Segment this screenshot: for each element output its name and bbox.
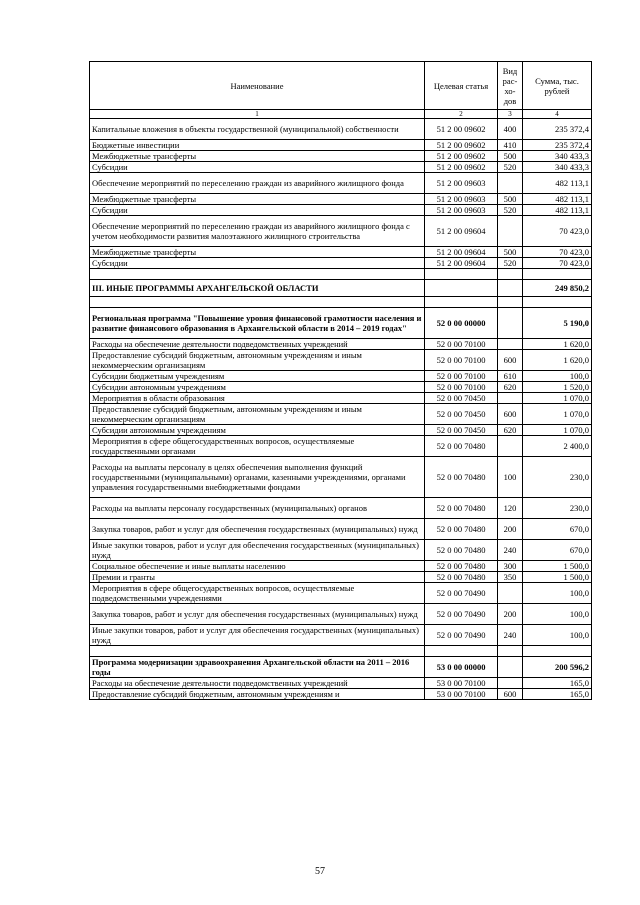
row-name-cell: Закупка товаров, работ и услуг для обеспечения государственных (муниципальных) нужд <box>90 519 425 540</box>
row-amount-cell: 670,0 <box>523 540 592 561</box>
row-expense-type-cell: 240 <box>498 625 523 646</box>
table-row <box>90 657 592 678</box>
row-name-cell: Закупка товаров, работ и услуг для обеспечения государственных (муниципальных) нужд <box>90 604 425 625</box>
column-index-row <box>90 110 592 119</box>
table-row <box>90 194 592 205</box>
row-code-cell: 52 0 00 70100 <box>425 350 498 371</box>
table-row <box>90 216 592 247</box>
table-row <box>90 519 592 540</box>
row-expense-type-cell <box>498 308 523 339</box>
row-amount-cell: 1 070,0 <box>523 393 592 404</box>
row-code-cell: 51 2 00 09604 <box>425 247 498 258</box>
table-row <box>90 646 592 657</box>
row-expense-type-cell <box>498 280 523 297</box>
column-index: 4 <box>523 110 592 119</box>
row-amount-cell: 70 423,0 <box>523 247 592 258</box>
row-code-cell: 52 0 00 70480 <box>425 572 498 583</box>
table-header-row <box>90 62 592 110</box>
row-name-cell: Социальное обеспечение и иные выплаты населению <box>90 561 425 572</box>
table-row <box>90 572 592 583</box>
row-name-cell: Мероприятия в сфере общегосударственных вопросов, осуществляемые государственными органами <box>90 436 425 457</box>
row-code-cell: 52 0 00 70480 <box>425 457 498 498</box>
table-row <box>90 583 592 604</box>
row-expense-type-cell: 100 <box>498 457 523 498</box>
row-amount-cell: 1 500,0 <box>523 572 592 583</box>
row-code-cell: 52 0 00 70450 <box>425 393 498 404</box>
row-code-cell <box>425 269 498 280</box>
table-row <box>90 258 592 269</box>
row-expense-type-cell: 120 <box>498 498 523 519</box>
row-code-cell: 53 0 00 00000 <box>425 657 498 678</box>
row-name-cell: Субсидии автономным учреждениям <box>90 425 425 436</box>
row-expense-type-cell <box>498 339 523 350</box>
row-code-cell: 51 2 00 09602 <box>425 151 498 162</box>
row-name-cell: Обеспечение мероприятий по переселению граждан из аварийного жилищного фонда с учетом необходимости развития малоэтажного жилищного строительства <box>90 216 425 247</box>
table-row <box>90 269 592 280</box>
row-amount-cell: 235 372,4 <box>523 119 592 140</box>
row-code-cell: 51 2 00 09604 <box>425 258 498 269</box>
row-expense-type-cell: 620 <box>498 382 523 393</box>
table-row <box>90 604 592 625</box>
row-expense-type-cell: 400 <box>498 119 523 140</box>
row-expense-type-cell: 500 <box>498 247 523 258</box>
row-expense-type-cell: 200 <box>498 604 523 625</box>
table-row <box>90 371 592 382</box>
table-row <box>90 561 592 572</box>
header-amount: Сумма, тыс. рублей <box>523 62 592 110</box>
row-amount-cell: 1 070,0 <box>523 404 592 425</box>
row-name-cell: Иные закупки товаров, работ и услуг для обеспечения государственных (муниципальных) нужд <box>90 540 425 561</box>
row-amount-cell: 100,0 <box>523 604 592 625</box>
row-expense-type-cell: 350 <box>498 572 523 583</box>
row-amount-cell: 70 423,0 <box>523 258 592 269</box>
row-name-cell: Капитальные вложения в объекты государственной (муниципальной) собственности <box>90 119 425 140</box>
header-expense-type: Вид рас-хо-дов <box>498 62 523 110</box>
row-expense-type-cell <box>498 393 523 404</box>
row-amount-cell <box>523 297 592 308</box>
row-code-cell: 51 2 00 09603 <box>425 205 498 216</box>
row-code-cell: 52 0 00 70450 <box>425 404 498 425</box>
row-expense-type-cell: 240 <box>498 540 523 561</box>
row-code-cell <box>425 280 498 297</box>
table-row <box>90 280 592 297</box>
row-name-cell <box>90 297 425 308</box>
row-name-cell: Расходы на обеспечение деятельности подведомственных учреждений <box>90 678 425 689</box>
table-row <box>90 625 592 646</box>
row-code-cell <box>425 646 498 657</box>
row-name-cell: Субсидии автономным учреждениям <box>90 382 425 393</box>
row-amount-cell: 70 423,0 <box>523 216 592 247</box>
row-name-cell: Субсидии <box>90 205 425 216</box>
table-row <box>90 678 592 689</box>
row-amount-cell: 100,0 <box>523 625 592 646</box>
row-code-cell: 52 0 00 70100 <box>425 371 498 382</box>
row-amount-cell: 5 190,0 <box>523 308 592 339</box>
table-row <box>90 457 592 498</box>
row-name-cell: Премии и гранты <box>90 572 425 583</box>
row-amount-cell: 1 520,0 <box>523 382 592 393</box>
row-amount-cell: 230,0 <box>523 457 592 498</box>
table-body <box>90 119 592 700</box>
row-expense-type-cell <box>498 657 523 678</box>
row-amount-cell: 235 372,4 <box>523 140 592 151</box>
row-code-cell: 52 0 00 70490 <box>425 604 498 625</box>
row-code-cell: 52 0 00 70480 <box>425 540 498 561</box>
row-amount-cell: 340 433,3 <box>523 162 592 173</box>
table-row <box>90 350 592 371</box>
row-expense-type-cell: 620 <box>498 425 523 436</box>
table-row <box>90 173 592 194</box>
row-code-cell: 53 0 00 70100 <box>425 689 498 700</box>
row-code-cell: 52 0 00 70100 <box>425 382 498 393</box>
row-expense-type-cell: 500 <box>498 151 523 162</box>
row-name-cell: Обеспечение мероприятий по переселению граждан из аварийного жилищного фонда <box>90 173 425 194</box>
row-name-cell: Расходы на обеспечение деятельности подведомственных учреждений <box>90 339 425 350</box>
table-row <box>90 140 592 151</box>
table-row <box>90 393 592 404</box>
row-name-cell: Программа модернизации здравоохранения Архангельской области на 2011 – 2016 годы <box>90 657 425 678</box>
row-code-cell: 52 0 00 70490 <box>425 625 498 646</box>
row-name-cell: Субсидии <box>90 162 425 173</box>
row-name-cell: Предоставление субсидий бюджетным, автономным учреждениям и иным некоммерческим организациям <box>90 350 425 371</box>
table-row <box>90 436 592 457</box>
row-expense-type-cell: 520 <box>498 258 523 269</box>
row-name-cell: Субсидии <box>90 258 425 269</box>
row-amount-cell <box>523 646 592 657</box>
row-expense-type-cell <box>498 436 523 457</box>
row-amount-cell: 1 620,0 <box>523 350 592 371</box>
row-amount-cell: 200 596,2 <box>523 657 592 678</box>
column-index: 2 <box>425 110 498 119</box>
row-expense-type-cell: 600 <box>498 404 523 425</box>
row-name-cell <box>90 269 425 280</box>
header-target-article: Целевая статья <box>425 62 498 110</box>
row-name-cell: Бюджетные инвестиции <box>90 140 425 151</box>
row-name-cell: Предоставление субсидий бюджетным, автономным учреждениям и иным некоммерческим организациям <box>90 404 425 425</box>
row-expense-type-cell: 520 <box>498 162 523 173</box>
row-expense-type-cell <box>498 583 523 604</box>
row-name-cell: Мероприятия в сфере общегосударственных вопросов, осуществляемые подведомственными учреждениями <box>90 583 425 604</box>
row-name-cell: III. ИНЫЕ ПРОГРАММЫ АРХАНГЕЛЬСКОЙ ОБЛАСТИ <box>90 280 425 297</box>
row-amount-cell: 100,0 <box>523 583 592 604</box>
table-row <box>90 425 592 436</box>
row-code-cell: 52 0 00 70490 <box>425 583 498 604</box>
table-row <box>90 151 592 162</box>
table-row <box>90 339 592 350</box>
row-amount-cell: 249 850,2 <box>523 280 592 297</box>
row-expense-type-cell: 520 <box>498 205 523 216</box>
row-expense-type-cell: 410 <box>498 140 523 151</box>
row-amount-cell: 482 113,1 <box>523 173 592 194</box>
row-expense-type-cell: 300 <box>498 561 523 572</box>
row-amount-cell <box>523 269 592 280</box>
table-row <box>90 119 592 140</box>
row-expense-type-cell: 200 <box>498 519 523 540</box>
row-name-cell: Субсидии бюджетным учреждениям <box>90 371 425 382</box>
row-code-cell: 51 2 00 09604 <box>425 216 498 247</box>
table-row <box>90 404 592 425</box>
table-row <box>90 297 592 308</box>
row-expense-type-cell: 610 <box>498 371 523 382</box>
row-amount-cell: 482 113,1 <box>523 205 592 216</box>
row-expense-type-cell: 500 <box>498 194 523 205</box>
table-row <box>90 689 592 700</box>
row-name-cell: Региональная программа "Повышение уровня финансовой грамотности населения и развитие финансового образования в Архангельской области в 2014 – 2019 годах" <box>90 308 425 339</box>
table-row <box>90 382 592 393</box>
row-expense-type-cell: 600 <box>498 689 523 700</box>
table-row <box>90 247 592 258</box>
row-code-cell: 53 0 00 70100 <box>425 678 498 689</box>
column-index: 3 <box>498 110 523 119</box>
budget-table <box>89 61 592 700</box>
row-expense-type-cell <box>498 269 523 280</box>
row-code-cell: 52 0 00 70480 <box>425 498 498 519</box>
header-name: Наименование <box>90 62 425 110</box>
row-name-cell: Мероприятия в области образования <box>90 393 425 404</box>
table-row <box>90 205 592 216</box>
row-code-cell: 52 0 00 70100 <box>425 339 498 350</box>
row-expense-type-cell <box>498 216 523 247</box>
row-amount-cell: 100,0 <box>523 371 592 382</box>
row-code-cell <box>425 297 498 308</box>
row-name-cell: Расходы на выплаты персоналу в целях обеспечения выполнения функций государственными (муниципальными) органами, казенными учреждениями, органами управления государственными внебюджетными фондами <box>90 457 425 498</box>
row-amount-cell: 670,0 <box>523 519 592 540</box>
row-name-cell: Межбюджетные трансферты <box>90 194 425 205</box>
row-amount-cell: 165,0 <box>523 678 592 689</box>
row-amount-cell: 2 400,0 <box>523 436 592 457</box>
table-row <box>90 540 592 561</box>
row-name-cell: Межбюджетные трансферты <box>90 247 425 258</box>
row-code-cell: 52 0 00 70450 <box>425 425 498 436</box>
page-number: 57 <box>315 866 325 877</box>
row-amount-cell: 165,0 <box>523 689 592 700</box>
row-name-cell: Расходы на выплаты персоналу государственных (муниципальных) органов <box>90 498 425 519</box>
row-expense-type-cell <box>498 297 523 308</box>
row-name-cell: Иные закупки товаров, работ и услуг для обеспечения государственных (муниципальных) нужд <box>90 625 425 646</box>
row-name-cell <box>90 646 425 657</box>
row-code-cell: 52 0 00 70480 <box>425 519 498 540</box>
row-code-cell: 52 0 00 70480 <box>425 436 498 457</box>
row-code-cell: 51 2 00 09603 <box>425 194 498 205</box>
row-code-cell: 51 2 00 09603 <box>425 173 498 194</box>
row-expense-type-cell: 600 <box>498 350 523 371</box>
row-name-cell: Предоставление субсидий бюджетным, автономным учреждениям и <box>90 689 425 700</box>
table-row <box>90 308 592 339</box>
column-index: 1 <box>90 110 425 119</box>
row-expense-type-cell <box>498 646 523 657</box>
row-amount-cell: 1 620,0 <box>523 339 592 350</box>
row-amount-cell: 230,0 <box>523 498 592 519</box>
row-amount-cell: 340 433,3 <box>523 151 592 162</box>
row-code-cell: 51 2 00 09602 <box>425 162 498 173</box>
row-expense-type-cell <box>498 678 523 689</box>
row-code-cell: 52 0 00 00000 <box>425 308 498 339</box>
row-code-cell: 51 2 00 09602 <box>425 119 498 140</box>
row-name-cell: Межбюджетные трансферты <box>90 151 425 162</box>
table-row <box>90 498 592 519</box>
row-code-cell: 52 0 00 70480 <box>425 561 498 572</box>
table-row <box>90 162 592 173</box>
row-expense-type-cell <box>498 173 523 194</box>
row-amount-cell: 482 113,1 <box>523 194 592 205</box>
row-amount-cell: 1 500,0 <box>523 561 592 572</box>
row-amount-cell: 1 070,0 <box>523 425 592 436</box>
row-code-cell: 51 2 00 09602 <box>425 140 498 151</box>
